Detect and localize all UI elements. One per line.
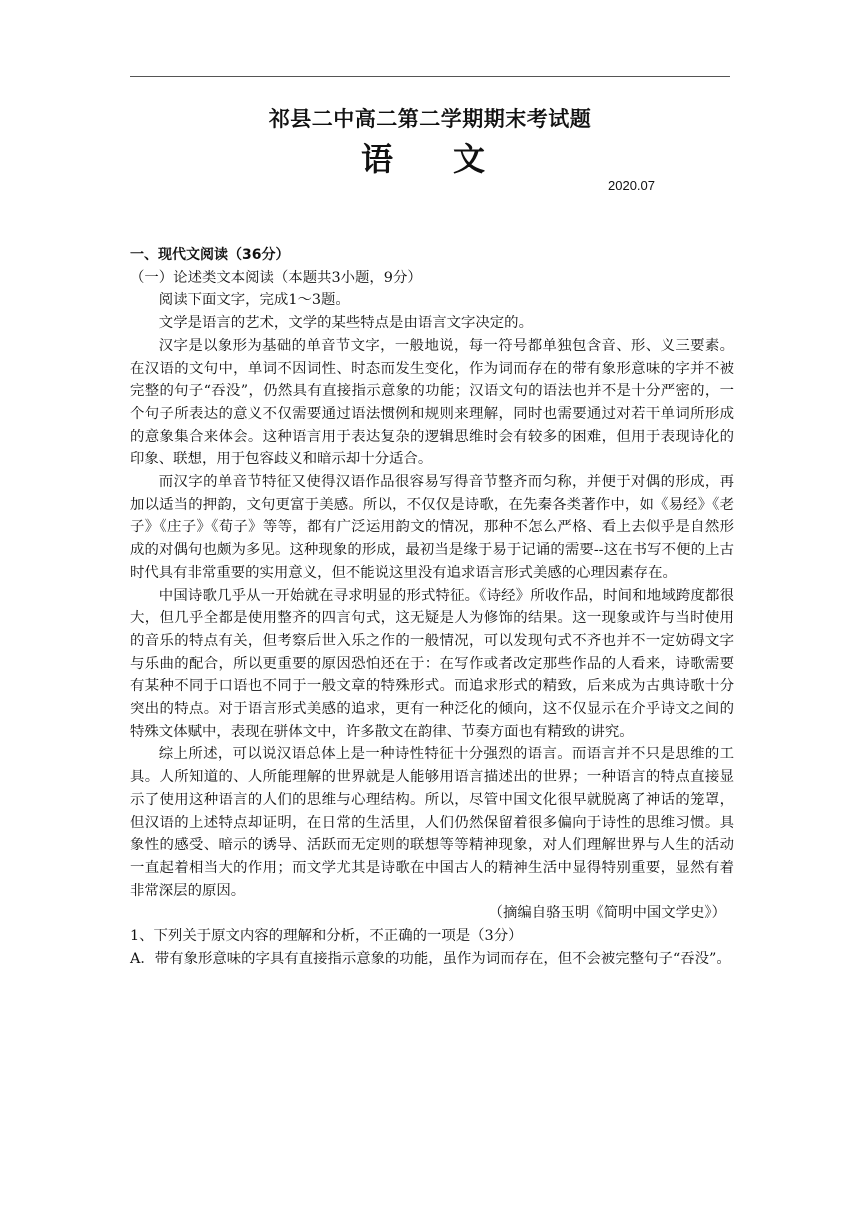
question-option-a: A．带有象形意味的字具有直接指示意象的功能，虽作为词而存在，但不会被完整句子“吞没”。	[130, 950, 731, 967]
subject-title: 语 文	[360, 140, 499, 178]
passage-paragraph: 中国诗歌几乎从一开始就在寻求明显的形式特征。《诗经》所收作品，时间和地域跨度都很大，但几乎全都是使用整齐的四言句式，这无疑是人为修饰的结果。这一现象或许与当时使用的音乐的特点有关，但考察后世入乐之作的一般情况，可以发现句式不齐也并不一定妨碍文字与乐曲的配合，所以更重要的原因恐怕还在于：在写作或者改定那些作品的人看来，诗歌需要有某种不同于口语也不同于一般文章的特殊形式。而追求形式的精致，后来成为古典诗歌十分突出的特点。对于语言形式美感的追求，更有一种泛化的倾向，这不仅显示在介乎诗文之间的特殊文体赋中，表现在骈体文中，许多散文在韵律、节奏方面也有精致的讲究。	[130, 587, 734, 740]
section-heading: 一、现代文阅读（36分）	[130, 247, 290, 263]
passage-paragraph: 汉字是以象形为基础的单音节文字，一般地说，每一符号都单独包含音、形、义三要素。在汉语的文句中，单词不因词性、时态而发生变化，作为词而存在的带有象形意味的字并不被完整的句子“吞没”，仍然具有直接指示意象的功能；汉语文句的语法也并不是十分严密的，一个句子所表达的意义不仅需要通过语法惯例和规则来理解，同时也需要通过对若干单词所形成的意象集合来体会。这种语言用于表达复杂的逻辑思维时会有较多的困难，但用于表现诗化的印象、联想，用于包容歧义和暗示却十分适合。	[130, 337, 734, 468]
question-stem: 1、下列关于原文内容的理解和分析，不正确的一项是（3分）	[130, 928, 523, 945]
source-citation: （摘编自骆玉明《简明中国文学史》）	[488, 905, 726, 922]
passage-paragraph: 文学是语言的艺术，文学的某些特点是由语言文字决定的。	[158, 315, 533, 332]
exam-date: 2020.07	[608, 178, 655, 193]
exam-title: 祁县二中高二第二学期期末考试题	[268, 107, 592, 131]
passage-paragraph: 而汉字的单音节特征又使得汉语作品很容易写得音节整齐而匀称，并便于对偶的形成，再加以适当的押韵，文句更富于美感。所以，不仅仅是诗歌，在先秦各类著作中，如《易经》《老子》《庄子》《荀子》等等，都有广泛运用韵文的情况，那种不怎么严格、看上去似乎是自然形成的对偶句也颇为多见。这种现象的形成，最初当是缘于易于记诵的需要--这在书写不便的上古时代具有非常重要的实用意义，但不能说这里没有追求语言形式美感的心理因素存在。	[130, 474, 734, 581]
instruction: 阅读下面文字，完成1～3题。	[158, 292, 350, 309]
header-rule	[130, 76, 730, 77]
section-subheading: （一）论述类文本阅读（本题共3小题，9分）	[130, 269, 422, 286]
document-body	[130, 244, 734, 971]
passage-paragraph: 综上所述，可以说汉语总体上是一种诗性特征十分强烈的语言。而语言并不只是思维的工具。人所知道的、人所能理解的世界就是人能够用语言描述出的世界；一种语言的特点直接显示了使用这种语言的人们的思维与心理结构。所以，尽管中国文化很早就脱离了神话的笼罩，但汉语的上述特点却证明，在日常的生活里，人们仍然保留着很多偏向于诗性的思维习惯。具象性的感受、暗示的诱导、活跃而无定则的联想等等精神现象，对人们理解世界与人生的活动一直起着相当大的作用；而文学尤其是诗歌在中国古人的精神生活中显得特别重要，显然有着非常深层的原因。	[130, 746, 734, 899]
